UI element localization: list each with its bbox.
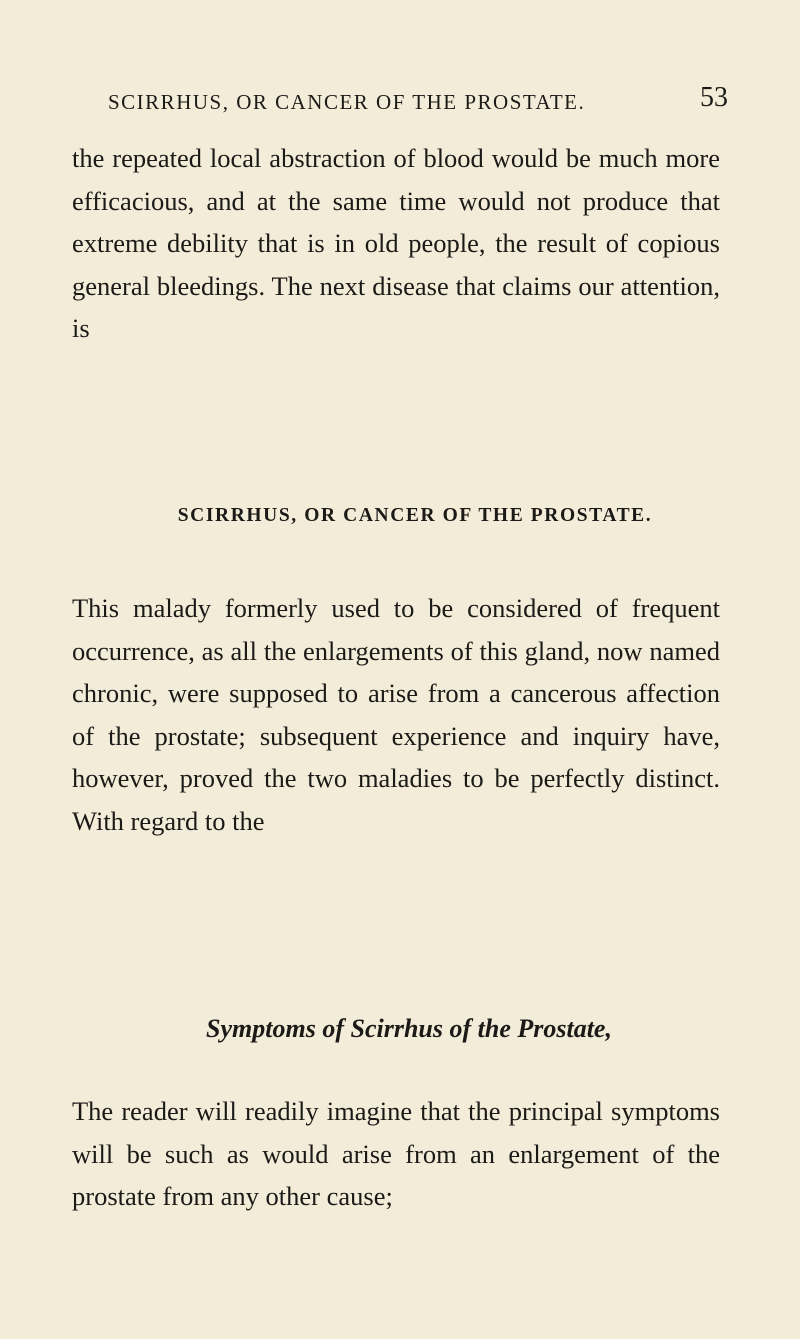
paragraph-symptoms: The reader will readily imagine that the principal symptoms will be such as would arise from an enlargement of the prostate from any other cause;	[72, 1096, 720, 1211]
paragraph-malady: This malady formerly used to be considered of frequent occurrence, as all the enlargements of this gland, now named chronic, were supposed to arise from a cancerous affection of the prostate; subsequent experience and inquiry have, however, proved the two maladies to be perfectly distinct. With regard to the	[72, 593, 720, 836]
sub-heading-symptoms: Symptoms of Scirrhus of the Prostate,	[206, 1014, 612, 1043]
running-head	[108, 82, 728, 122]
paragraph-continued: the repeated local abstraction of blood would be much more efficacious, and at the same time would not produce that extreme debility that is in old people, the result of copious general bleedings. The next disease that claims our attention, is	[72, 143, 720, 343]
page-number: 53	[700, 82, 728, 113]
section-heading: SCIRRHUS, OR CANCER OF THE PROSTATE.	[177, 505, 653, 526]
running-title: SCIRRHUS, OR CANCER OF THE PROSTATE.	[108, 90, 586, 114]
